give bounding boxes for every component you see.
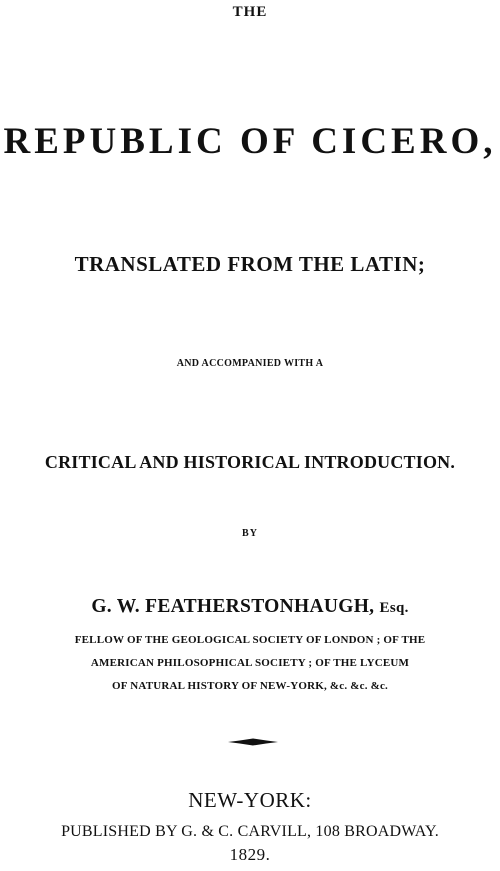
author-affiliation-line: AMERICAN PHILOSOPHICAL SOCIETY ; OF THE LYCEUM [90, 657, 410, 669]
subtitle-accompanied: AND ACCOMPANIED WITH A [176, 358, 324, 369]
author-line [0, 596, 500, 618]
ornament-rule [228, 737, 278, 747]
author-suffix: Esq. [379, 600, 409, 616]
author-affiliation-line: FELLOW OF THE GEOLOGICAL SOCIETY OF LONDON ; OF THE [74, 634, 426, 646]
heading-the: THE [232, 4, 268, 20]
imprint-publisher: PUBLISHED BY G. & C. CARVILL, 108 BROADWAY. [61, 823, 439, 840]
author-name: G. W. FEATHERSTONHAUGH, [91, 596, 375, 617]
imprint-year: 1829. [229, 845, 271, 864]
author-affiliation-line: OF NATURAL HISTORY OF NEW-YORK, &c. &c. &c. [112, 680, 388, 692]
subtitle-critical-introduction: CRITICAL AND HISTORICAL INTRODUCTION. [44, 452, 456, 472]
book-title: REPUBLIC OF CICERO, [3, 121, 497, 162]
by-label: BY [242, 528, 258, 539]
imprint-place: NEW-YORK: [188, 788, 312, 812]
subtitle-translated: TRANSLATED FROM THE LATIN; [74, 252, 426, 276]
